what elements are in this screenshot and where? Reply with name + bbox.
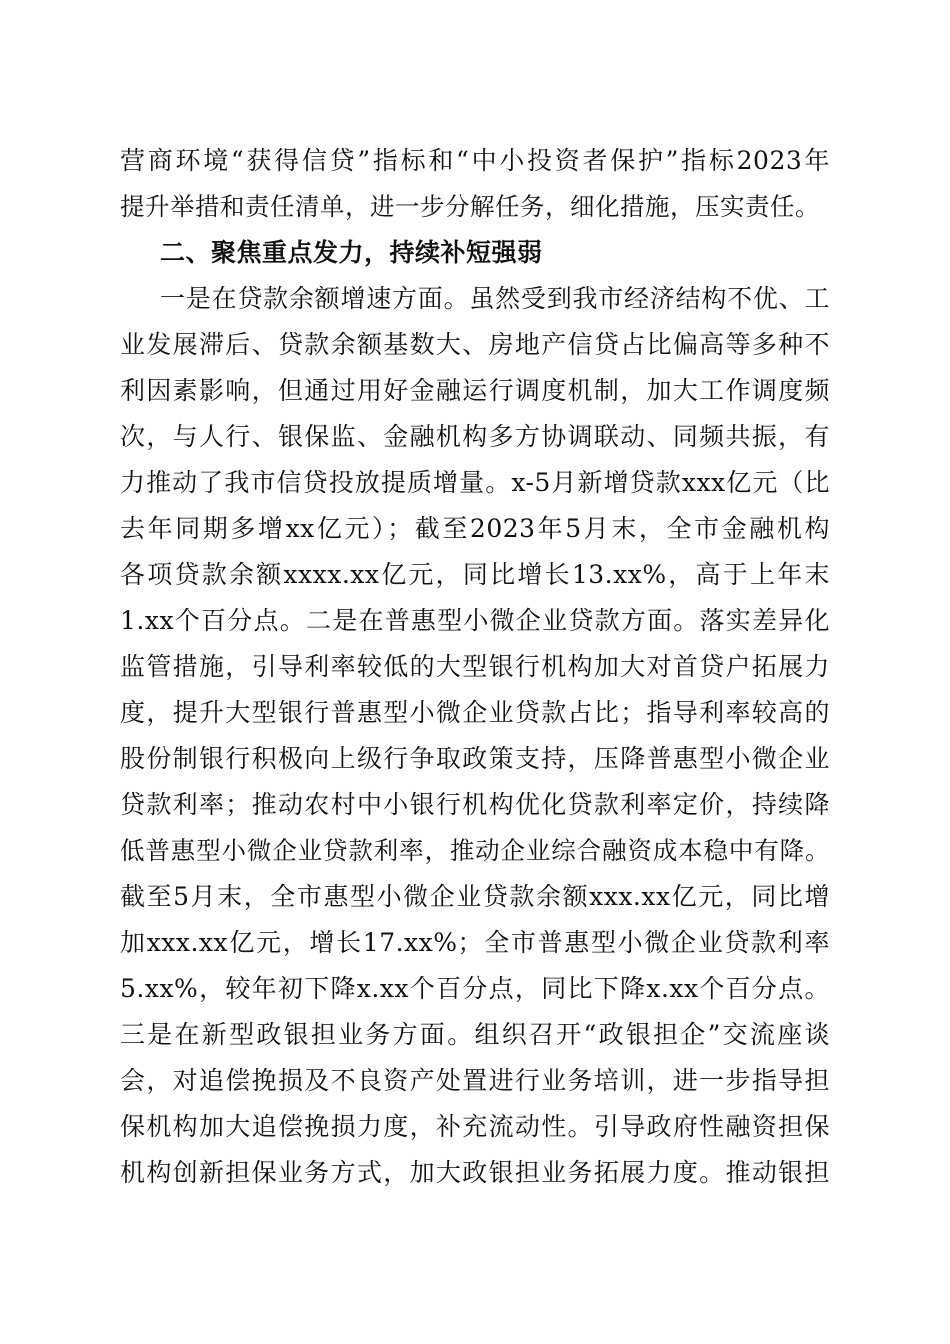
paragraph-line: 各项贷款余额xxxx.xx亿元，同比增长13.xx%，高于上年末	[120, 560, 830, 589]
paragraph-line: 监管措施，引导利率较低的大型银行机构加大对首贷户拓展力	[120, 652, 830, 681]
paragraph-line: 三是在新型政银担业务方面。组织召开“政银担企”交流座谈	[120, 1020, 830, 1049]
paragraph-line: 去年同期多增xx亿元）；截至2023年5月末，全市金融机构	[120, 514, 830, 543]
paragraph-line: 贷款利率；推动农村中小银行机构优化贷款利率定价，持续降	[120, 790, 830, 819]
paragraph-line: 机构创新担保业务方式，加大政银担业务拓展力度。推动银担	[120, 1158, 830, 1187]
paragraph-line: 截至5月末，全市惠型小微企业贷款余额xxx.xx亿元，同比增	[120, 882, 830, 911]
paragraph-line: 加xxx.xx亿元，增长17.xx%；全市普惠型小微企业贷款利率	[120, 928, 830, 957]
paragraph-line: 次，与人行、银保监、金融机构多方协调联动、同频共振，有	[120, 422, 830, 451]
paragraph-line: 利因素影响，但通过用好金融运行调度机制，加大工作调度频	[120, 376, 830, 405]
paragraph-line: 提升举措和责任清单，进一步分解任务，细化措施，压实责任。	[120, 192, 820, 221]
paragraph-line: 1.xx个百分点。二是在普惠型小微企业贷款方面。落实差异化	[120, 606, 830, 635]
paragraph-line: 业发展滞后、贷款余额基数大、房地产信贷占比偏高等多种不	[120, 330, 830, 359]
paragraph-line: 会，对追偿挽损及不良资产处置进行业务培训，进一步指导担	[120, 1066, 830, 1095]
section-heading: 二、聚焦重点发力，持续补短强弱	[160, 238, 543, 267]
paragraph-line: 5.xx%，较年初下降x.xx个百分点，同比下降x.xx个百分点。	[120, 974, 830, 1003]
paragraph-line: 保机构加大追偿挽损力度，补充流动性。引导政府性融资担保	[120, 1112, 830, 1141]
paragraph-line: 力推动了我市信贷投放提质增量。x-5月新增贷款xxx亿元（比	[120, 468, 830, 497]
paragraph-line: 股份制银行积极向上级行争取政策支持，压降普惠型小微企业	[120, 744, 830, 773]
paragraph-line: 营商环境“获得信贷”指标和“中小投资者保护”指标2023年	[120, 146, 830, 175]
paragraph-line: 低普惠型小微企业贷款利率，推动企业综合融资成本稳中有降。	[120, 836, 830, 865]
paragraph-line: 一是在贷款余额增速方面。虽然受到我市经济结构不优、工	[160, 284, 830, 313]
paragraph-line: 度，提升大型银行普惠型小微企业贷款占比；指导利率较高的	[120, 698, 830, 727]
